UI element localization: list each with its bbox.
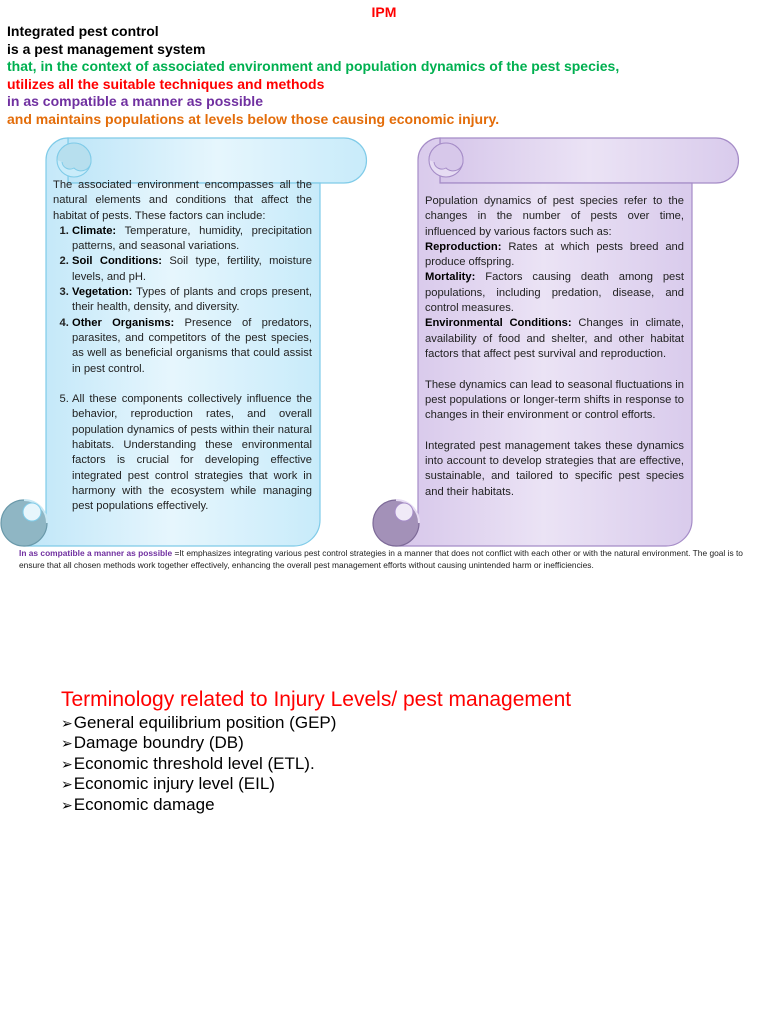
- list-item: 4. Other Organisms: Presence of predators, parasites, and competitors of the pest species, as well as beneficial organisms that could assist in pest control.: [72, 316, 312, 377]
- page-title: IPM: [371, 4, 397, 20]
- population-paragraph-2: These dynamics can lead to seasonal fluctuations in pest populations or longer-term shifts in response to changes in their environment or control efforts.: [425, 378, 684, 422]
- arrow-bullet-icon: ➢: [61, 796, 73, 813]
- arrow-bullet-icon: ➢: [61, 735, 73, 752]
- list-item: 1. Climate: Temperature, humidity, precipitation patterns, and seasonal variations.: [72, 224, 312, 255]
- factor-environmental-conditions: Environmental Conditions: Changes in climate, availability of food and shelter, and other habitat factors that affect pest survival and reproduction.: [425, 317, 684, 360]
- compatibility-note: [19, 548, 757, 571]
- definition-line-1: Integrated pest control: [7, 23, 159, 39]
- population-text: [425, 194, 684, 500]
- environment-summary-list: [53, 392, 312, 514]
- terminology-title: Terminology related to Injury Levels/ pest management: [61, 688, 572, 711]
- list-item: ➢General equilibrium position (GEP): [61, 713, 337, 732]
- arrow-bullet-icon: ➢: [61, 776, 73, 793]
- arrow-bullet-icon: ➢: [61, 755, 73, 772]
- list-item: ➢Economic injury level (EIL): [61, 774, 275, 794]
- list-item: ➢Economic damage: [61, 794, 215, 814]
- factor-mortality: Mortality: Factors causing death among pest populations, including predation, disease, and control measures.: [425, 271, 684, 315]
- note-text: =It emphasizes integrating various pest control strategies in a manner that does not conflict with each other or with the natural environment. The goal is to ensure that all chosen methods work together effectively, enhancing the overall pest management efforts without causing unintended harm or inefficiencies.: [19, 548, 743, 570]
- definition-line-5: in as compatible a manner as possible: [7, 93, 263, 109]
- definition-line-3: that, in the context of associated environment and population dynamics of the pest species,: [7, 58, 620, 74]
- arrow-bullet-icon: ➢: [61, 715, 73, 731]
- list-item: 3. Vegetation: Types of plants and crops present, their health, density, and diversity.: [72, 285, 312, 316]
- definition-line-2: is a pest management system: [7, 40, 206, 57]
- factor-reproduction: Reproduction: Rates at which pests breed and produce offspring.: [425, 240, 684, 269]
- list-item: ➢Economic threshold level (ETL).: [61, 753, 315, 773]
- environment-text: [53, 178, 312, 515]
- note-highlight: In as compatible a manner as possible: [19, 548, 175, 558]
- definition-line-6: and maintains populations at levels below those causing economic injury.: [7, 110, 500, 127]
- population-paragraph-3: Integrated pest management takes these dynamics into account to develop strategies that are effective, sustainable, and tailored to specific pest species and their habitats.: [425, 439, 684, 498]
- environment-intro: The associated environment encompasses all the natural elements and conditions that affect the habitat of pests. These factors can include:: [53, 179, 312, 222]
- definition-line-4: utilizes all the suitable techniques and methods: [7, 75, 325, 92]
- population-intro: Population dynamics of pest species refer to the changes in the number of pests over time, influenced by various factors such as:: [425, 195, 684, 238]
- environment-factor-list: [53, 224, 312, 377]
- list-item: 2. Soil Conditions: Soil type, fertility, moisture levels, and pH.: [72, 254, 312, 285]
- terminology-list: [61, 713, 336, 815]
- list-item: 5. All these components collectively influence the behavior, reproduction rates, and overall population dynamics of pests within their natural habitats. Understanding these environmental factors is crucial for developing effective integrated pest control strategies that work in harmony with the ecosystem while managing pest populations effectively.: [72, 392, 312, 514]
- list-item: ➢Damage boundry (DB): [61, 733, 244, 753]
